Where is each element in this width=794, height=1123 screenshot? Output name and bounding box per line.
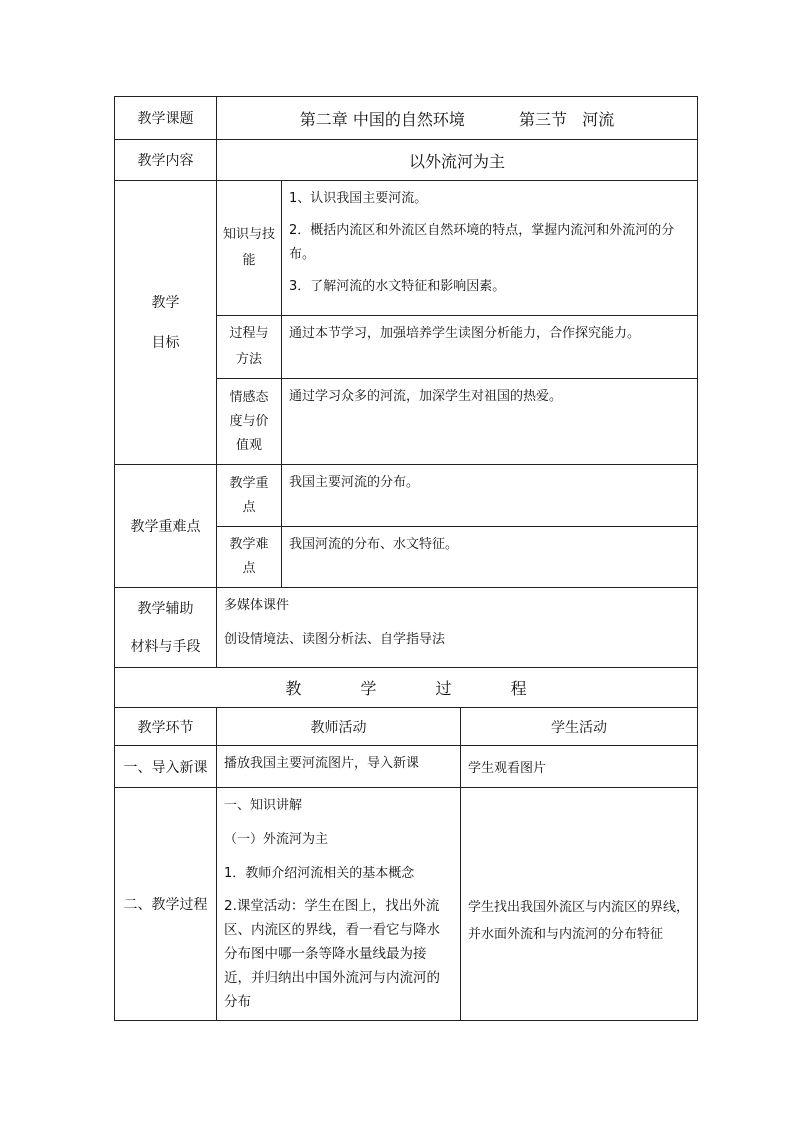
process-title — [115, 668, 698, 708]
teacher-activity-line: 1．教师介绍河流相关的基本概念 — [224, 866, 415, 881]
objectives-label-line1: 教学 — [151, 294, 180, 311]
teacher-activity — [217, 788, 461, 1021]
student-activity-text: 学生找出我国外流区与内流区的界线，并水面外流和与内流河的分布特征 — [468, 900, 690, 942]
content-value: 以外流河为主 — [217, 140, 698, 181]
teacher-activity-line: 一、知识讲解 — [224, 798, 303, 813]
knowledge-item: 1、认识我国主要河流。 — [289, 191, 428, 206]
chapter-title: 第二章 中国的自然环境 — [299, 109, 465, 129]
aids-label-line2: 材料与手段 — [130, 638, 201, 655]
process-method-label: 过程与方法 — [217, 316, 282, 379]
emotion-text: 通过学习众多的河流，加深学生对祖国的热爱。 — [282, 379, 698, 465]
student-header: 学生活动 — [461, 708, 698, 746]
process-title-char: 学 — [360, 679, 377, 698]
section-title: 第三节 河流 — [519, 109, 615, 129]
teacher-activity-line: 2.课堂活动：学生在图上，找出外流区、内流区的界线，看一看它与降水分布图中哪一条等降水量线最为接近，并归纳出中国外流河与内流河的分布 — [224, 898, 440, 1010]
student-activity: 学生观看图片 — [461, 746, 698, 788]
stage-header: 教学环节 — [115, 708, 217, 746]
process-title-char: 过 — [435, 679, 452, 698]
focus-text: 我国主要河流的分布。 — [282, 465, 698, 527]
process-title-char: 教 — [285, 679, 302, 698]
aids-label — [115, 588, 217, 668]
focus-label: 教学重点 — [217, 465, 282, 527]
topic-label: 教学课题 — [115, 97, 217, 140]
aids-content — [217, 588, 698, 668]
content-label: 教学内容 — [115, 140, 217, 181]
aids-label-line1: 教学辅助 — [137, 600, 194, 617]
difficulty-label: 教学难点 — [217, 527, 282, 588]
knowledge-item: 3．了解河流的水文特征和影响因素。 — [289, 279, 506, 294]
teacher-activity-line: （一）外流河为主 — [224, 832, 329, 847]
teacher-activity: 播放我国主要河流图片，导入新课 — [217, 746, 461, 788]
key-points-label: 教学重难点 — [115, 465, 217, 588]
knowledge-content — [282, 181, 698, 316]
student-activity — [461, 788, 698, 1021]
teacher-header: 教师活动 — [217, 708, 461, 746]
aids-line1: 多媒体课件 — [224, 598, 290, 613]
topic-title — [217, 97, 698, 140]
stage-name: 一、导入新课 — [115, 746, 217, 788]
lesson-plan-table — [114, 96, 698, 1021]
stage-name: 二、教学过程 — [115, 788, 217, 1021]
knowledge-item: 2．概括内流区和外流区自然环境的特点，掌握内流河和外流河的分布。 — [289, 223, 675, 262]
difficulty-text: 我国河流的分布、水文特征。 — [282, 527, 698, 588]
objectives-label-line2: 目标 — [151, 334, 180, 351]
knowledge-label: 知识与技能 — [217, 181, 282, 316]
process-title-char: 程 — [510, 679, 527, 698]
process-method-text: 通过本节学习，加强培养学生读图分析能力，合作探究能力。 — [282, 316, 698, 379]
aids-line2: 创设情境法、读图分析法、自学指导法 — [224, 632, 446, 647]
objectives-label — [115, 181, 217, 465]
emotion-label: 情感态度与价值观 — [217, 379, 282, 465]
